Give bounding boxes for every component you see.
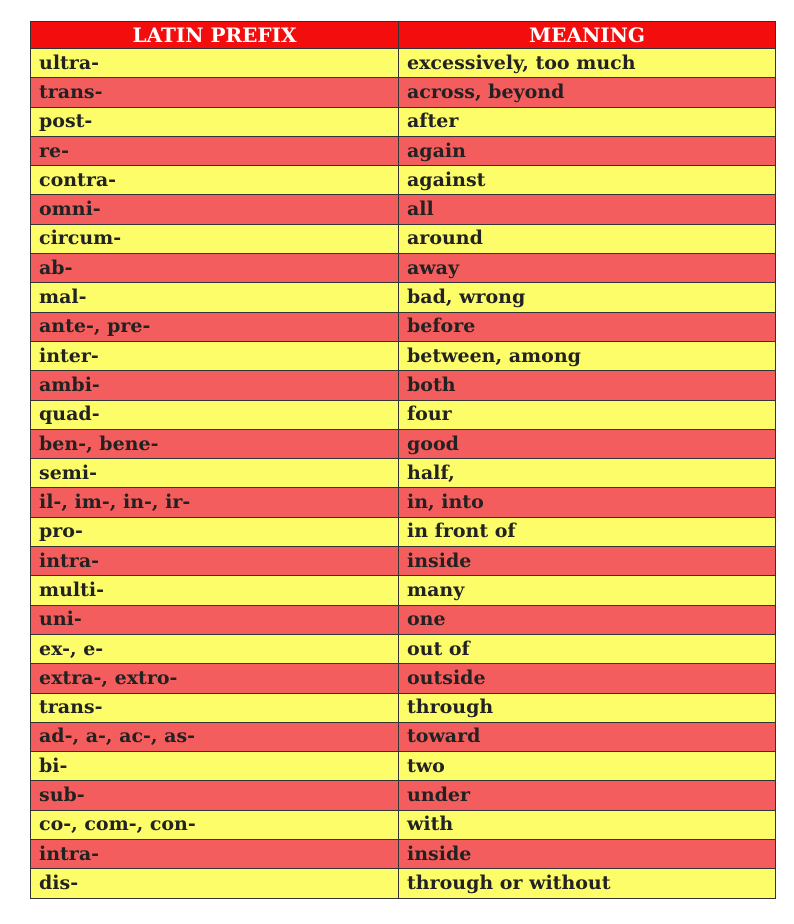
table-header xyxy=(31,22,776,49)
meaning-cell: one xyxy=(399,605,776,634)
table-row xyxy=(31,400,776,429)
table-row xyxy=(31,840,776,869)
table-row xyxy=(31,195,776,224)
prefix-cell: co-, com-, con- xyxy=(31,810,399,839)
table-row xyxy=(31,869,776,898)
prefix-cell: extra-, extro- xyxy=(31,664,399,693)
meaning-cell: in, into xyxy=(399,488,776,517)
meaning-cell: against xyxy=(399,166,776,195)
prefix-cell: ex-, e- xyxy=(31,634,399,663)
meaning-cell: under xyxy=(399,781,776,810)
prefix-cell: semi- xyxy=(31,459,399,488)
meaning-cell: all xyxy=(399,195,776,224)
meaning-cell: in front of xyxy=(399,517,776,546)
meaning-cell: excessively, too much xyxy=(399,49,776,78)
column-header-prefix: LATIN PREFIX xyxy=(31,22,399,49)
prefix-cell: ultra- xyxy=(31,49,399,78)
prefix-cell: bi- xyxy=(31,752,399,781)
prefix-cell: ambi- xyxy=(31,371,399,400)
meaning-cell: both xyxy=(399,371,776,400)
prefix-cell: omni- xyxy=(31,195,399,224)
meaning-cell: four xyxy=(399,400,776,429)
meaning-cell: again xyxy=(399,136,776,165)
table-row xyxy=(31,722,776,751)
table-row xyxy=(31,752,776,781)
prefix-cell: inter- xyxy=(31,341,399,370)
meaning-cell: through xyxy=(399,693,776,722)
table-row xyxy=(31,605,776,634)
table-row xyxy=(31,429,776,458)
table-body xyxy=(31,49,776,899)
prefix-cell: circum- xyxy=(31,224,399,253)
table-row xyxy=(31,488,776,517)
table-row xyxy=(31,634,776,663)
prefix-cell: dis- xyxy=(31,869,399,898)
prefix-cell: uni- xyxy=(31,605,399,634)
prefix-cell: ad-, a-, ac-, as- xyxy=(31,722,399,751)
table-row xyxy=(31,312,776,341)
table-row xyxy=(31,78,776,107)
table-row xyxy=(31,547,776,576)
table-row xyxy=(31,664,776,693)
column-header-meaning: MEANING xyxy=(399,22,776,49)
meaning-cell: after xyxy=(399,107,776,136)
prefix-cell: intra- xyxy=(31,547,399,576)
meaning-cell: good xyxy=(399,429,776,458)
meaning-cell: across, beyond xyxy=(399,78,776,107)
table-row xyxy=(31,693,776,722)
prefix-cell: trans- xyxy=(31,693,399,722)
meaning-cell: away xyxy=(399,254,776,283)
meaning-cell: outside xyxy=(399,664,776,693)
prefix-cell: quad- xyxy=(31,400,399,429)
meaning-cell: between, among xyxy=(399,341,776,370)
prefix-cell: ben-, bene- xyxy=(31,429,399,458)
prefix-cell: ante-, pre- xyxy=(31,312,399,341)
table-row xyxy=(31,136,776,165)
meaning-cell: two xyxy=(399,752,776,781)
table-row xyxy=(31,166,776,195)
table-row xyxy=(31,459,776,488)
prefix-cell: intra- xyxy=(31,840,399,869)
latin-prefix-table xyxy=(30,21,776,899)
meaning-cell: inside xyxy=(399,547,776,576)
prefix-cell: re- xyxy=(31,136,399,165)
meaning-cell: out of xyxy=(399,634,776,663)
table-row xyxy=(31,107,776,136)
table-row xyxy=(31,49,776,78)
meaning-cell: with xyxy=(399,810,776,839)
table-row xyxy=(31,576,776,605)
table-row xyxy=(31,341,776,370)
meaning-cell: around xyxy=(399,224,776,253)
prefix-cell: trans- xyxy=(31,78,399,107)
prefix-cell: post- xyxy=(31,107,399,136)
table-row xyxy=(31,810,776,839)
table-row xyxy=(31,781,776,810)
prefix-cell: pro- xyxy=(31,517,399,546)
meaning-cell: before xyxy=(399,312,776,341)
meaning-cell: bad, wrong xyxy=(399,283,776,312)
prefix-cell: contra- xyxy=(31,166,399,195)
prefix-cell: il-, im-, in-, ir- xyxy=(31,488,399,517)
meaning-cell: toward xyxy=(399,722,776,751)
table-row xyxy=(31,224,776,253)
table-row xyxy=(31,254,776,283)
prefix-cell: multi- xyxy=(31,576,399,605)
prefix-cell: ab- xyxy=(31,254,399,283)
table-row xyxy=(31,517,776,546)
table-row xyxy=(31,283,776,312)
meaning-cell: inside xyxy=(399,840,776,869)
prefix-cell: mal- xyxy=(31,283,399,312)
table-row xyxy=(31,371,776,400)
meaning-cell: many xyxy=(399,576,776,605)
header-row xyxy=(31,22,776,49)
prefix-cell: sub- xyxy=(31,781,399,810)
meaning-cell: through or without xyxy=(399,869,776,898)
meaning-cell: half, xyxy=(399,459,776,488)
